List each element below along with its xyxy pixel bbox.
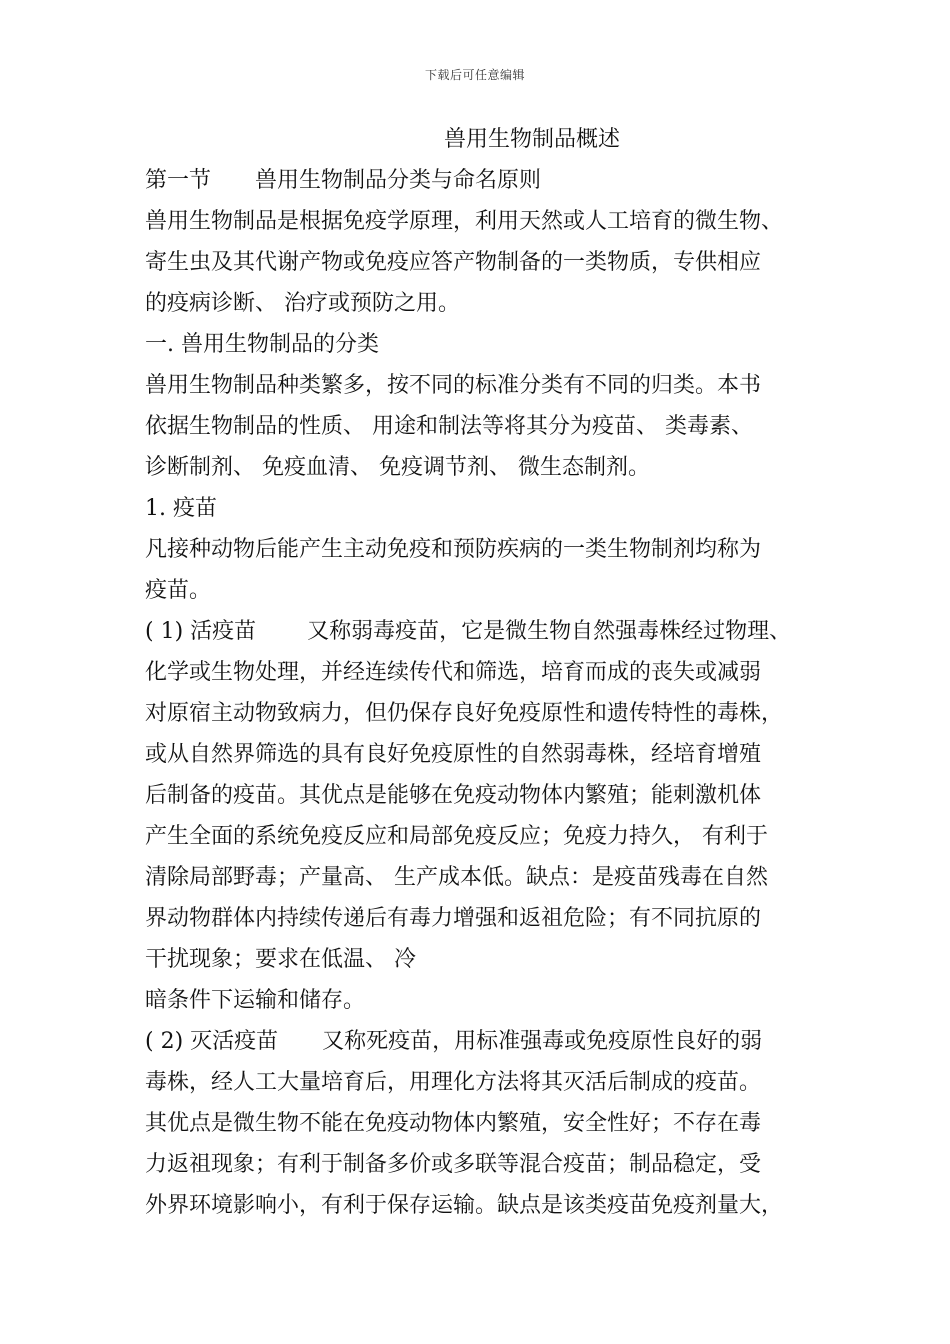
paragraph-line: 后制备的疫苗。其优点是能够在免疫动物体内繁殖；能刺激机体 bbox=[145, 783, 762, 808]
paragraph-line: 化学或生物处理，并经连续传代和筛选，培育而成的丧失或减弱 bbox=[145, 660, 762, 685]
paragraph-line: 对原宿主动物致病力，但仍保存良好免疫原性和遗传特性的毒株， bbox=[145, 701, 784, 726]
subsection-heading: 一. 兽用生物制品的分类 bbox=[145, 332, 379, 357]
paragraph-line: 依据生物制品的性质、 用途和制法等将其分为疫苗、 类毒素、 bbox=[145, 414, 753, 439]
paragraph-line: 寄生虫及其代谢产物或免疫应答产物制备的一类物质，专供相应 bbox=[145, 250, 762, 275]
section-heading: 第一节 兽用生物制品分类与命名原则 bbox=[145, 168, 542, 193]
paragraph-line: 其优点是微生物不能在免疫动物体内繁殖，安全性好；不存在毒 bbox=[145, 1111, 762, 1136]
paragraph-line: ( 1) 活疫苗 又称弱毒疫苗，它是微生物自然强毒株经过物理、 bbox=[145, 619, 792, 644]
paragraph-line: 的疫病诊断、 治疗或预防之用。 bbox=[145, 291, 460, 316]
paragraph-line: 力返祖现象；有利于制备多价或多联等混合疫苗；制品稳定，受 bbox=[145, 1152, 762, 1177]
paragraph-line: 诊断制剂、 免疫血清、 免疫调节剂、 微生态制剂。 bbox=[145, 455, 650, 480]
paragraph-line: 兽用生物制品种类繁多，按不同的标准分类有不同的归类。本书 bbox=[145, 373, 762, 398]
document-body bbox=[145, 160, 835, 1226]
document-title: 兽用生物制品概述 bbox=[444, 127, 621, 152]
paragraph-line: 干扰现象；要求在低温、 冷 bbox=[145, 947, 416, 972]
paragraph-line: 凡接种动物后能产生主动免疫和预防疾病的一类生物制剂均称为 bbox=[145, 537, 762, 562]
header-note: 下载后可任意编辑 bbox=[424, 68, 525, 82]
paragraph-line: 产生全面的系统免疫反应和局部免疫反应；免疫力持久， 有利于 bbox=[145, 824, 768, 849]
paragraph-line: 界动物群体内持续传递后有毒力增强和返祖危险；有不同抗原的 bbox=[145, 906, 762, 931]
paragraph-line: 或从自然界筛选的具有良好免疫原性的自然弱毒株，经培育增殖 bbox=[145, 742, 762, 767]
item-heading: 1. 疫苗 bbox=[145, 496, 217, 521]
paragraph-line: 毒株，经人工大量培育后，用理化方法将其灭活后制成的疫苗。 bbox=[145, 1070, 762, 1095]
paragraph-line: 暗条件下运输和储存。 bbox=[145, 988, 366, 1013]
paragraph-line: 疫苗。 bbox=[145, 578, 212, 603]
paragraph-line: 清除局部野毒；产量高、 生产成本低。缺点：是疫苗残毒在自然 bbox=[145, 865, 768, 890]
paragraph-line: 兽用生物制品是根据免疫学原理，利用天然或人工培育的微生物、 bbox=[145, 209, 784, 234]
paragraph-line: ( 2) 灭活疫苗 又称死疫苗，用标准强毒或免疫原性良好的弱 bbox=[145, 1029, 763, 1054]
paragraph-line: 外界环境影响小，有利于保存运输。缺点是该类疫苗免疫剂量大， bbox=[145, 1193, 784, 1218]
